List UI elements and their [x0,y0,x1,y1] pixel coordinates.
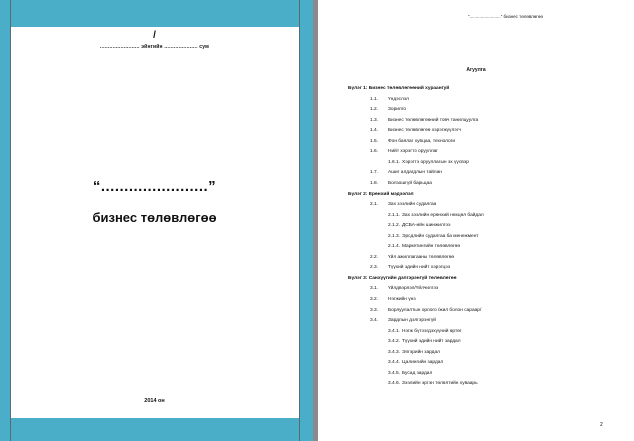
toc-entry-label: Нэгж бүтээгдэхүүний өртөг [402,328,462,334]
toc-entry-number: 3.4.5. [388,370,401,376]
toc-entry-label: Нэгжийн үнэ [388,297,416,302]
toc-entry[interactable] [370,128,461,134]
toc-entry-label: Түүхий эдийн нийт зардал [402,339,461,345]
toc-entry-number: 2.3. [370,265,379,271]
toc-entry-label: Зах зээлийн судалгаа [388,202,437,208]
toc-entry-label: Нийт хэрэгтэ орууллаг [388,149,439,155]
toc-entry-label: Ашиг алдагдлын тайлан [388,170,442,176]
toc-entry[interactable] [370,139,455,145]
toc-entry-number: 1.7. [370,170,379,176]
toc-entry-label: Зорилго [388,107,407,113]
toc-entry-number: 2.1.2. [388,223,401,229]
toc-entry[interactable] [370,308,481,314]
toc-entry-number: 3.1. [370,286,379,292]
cover-page [0,0,313,441]
toc-entry-number: 2.2. [370,254,379,260]
toc-entry[interactable] [388,223,450,229]
toc-entry[interactable] [370,286,438,292]
toc-entry[interactable] [370,265,450,271]
toc-entry-number: 2.1. [370,202,379,208]
toc-entry-number: 3.2. [370,297,379,302]
toc-entry[interactable] [388,360,443,366]
toc-entry-label: Түүхий эдийн нийт хэрэгцээ [388,265,451,271]
toc-chapter[interactable] [348,276,457,282]
toc-entry-label: ДСБА-ийн шинжилгээ [402,223,451,229]
toc-entry-label: Фон баялаг хувцаа, технологи [388,138,456,144]
toc-entry-label: Бүлэг 2: Ерөнхий мэдээлэл [348,191,414,197]
toc-entry-number: 2.1.3. [388,233,401,239]
toc-entry[interactable] [388,329,462,335]
toc-chapter[interactable] [348,86,449,92]
cover-right-rule [299,0,300,441]
toc-entry[interactable] [388,244,460,250]
toc-entry-label: Хэрэгтэ орууллагын эх үүсвэр [402,159,469,165]
toc-entry-number: 3.4.1. [388,328,401,334]
toc-entry-label: Бүлэг 3: Санхүүгийн дэлгэрэнгүй төлөвлөгөө [348,275,457,281]
toc-chapter[interactable] [348,192,414,198]
toc-entry-number: 1.8. [370,180,379,186]
toc-entry-label: Үйлдвэрлэл/Үйлчилгээ [388,286,439,292]
cover-title: бизнес төлөвлөгөө [92,210,217,225]
toc-entry[interactable] [388,213,484,219]
toc-entry-number: 3.4.3. [388,349,401,355]
cover-year: 2014 он [144,398,165,404]
cover-org-line: ......................... эйнгийн ..................... сум [99,44,210,50]
toc-entry-number: 2.1.1. [388,212,401,218]
toc-entry-label: Үйл ажиллагааны төлөвлөгөө [388,254,455,260]
toc-entry[interactable] [370,118,478,124]
toc-entry-number: 3.3. [370,307,379,313]
toc-entry-label: Зах зээлийн ерөнхий нөхцөл байдал [402,212,484,218]
toc-entry-label: Эпгэрийн зардал [402,349,440,355]
toc-entry-label: Бусад зардал [402,370,433,376]
toc-entry-number: 1.2. [370,107,379,113]
toc-entry-number: 1.5. [370,138,379,144]
toc-entry-label: Үндэслэл [388,96,409,102]
cover-top-band [0,0,313,27]
toc-entry-number: 1.4. [370,128,379,134]
page-header: “.........................” бизнес төлөвлөгөө [468,14,543,19]
cover-company-placeholder: “.......................” [92,178,217,195]
toc-entry[interactable] [388,160,469,166]
page-number: 2 [600,422,603,428]
toc-entry-number: 3.4.4. [388,360,401,366]
toc-entry-label: Бизнес төлөвлөгөө хэрэгжүүлэгч [388,128,461,134]
toc-entry[interactable] [370,297,416,303]
toc-entry[interactable] [370,107,406,113]
toc-entry[interactable] [370,149,438,155]
toc-entry[interactable] [370,255,454,261]
toc-entry[interactable] [388,234,479,240]
cover-slash: / [153,30,156,41]
toc-entry-number: 1.3. [370,117,379,123]
toc-entry[interactable] [388,381,478,387]
toc-entry-number: 1.6.1. [388,159,401,165]
toc-heading: Агуулга [466,67,486,73]
toc-entry-label: Маркетингийн төлөвлөгөө [402,244,460,250]
toc-entry-label: Зардлын дэлгэрэнгүй [388,318,436,324]
toc-entry-number: 3.4. [370,318,379,324]
toc-entry-label: Эрсдлийн судалгаа ба менежмент [402,233,479,239]
toc-entry-label: Борлуулалтын орлого /жил болон сараар/ [388,307,482,313]
toc-entry[interactable] [388,350,440,356]
toc-entry[interactable] [370,318,436,324]
cover-bottom-band [0,418,313,441]
toc-entry[interactable] [388,371,432,377]
toc-entry[interactable] [370,97,409,103]
toc-entry-number: 3.4.6. [388,381,401,387]
toc-entry[interactable] [370,202,436,208]
toc-entry[interactable] [370,170,442,176]
toc-entry-label: Зээлийн эргэн төлөлтийн хуваарь [402,381,478,387]
toc-entry-number: 1.1. [370,96,379,102]
toc-entry-label: Бүлэг 1: Бизнес төлөвлөгөөний хураангуй [348,86,450,91]
cover-right-band [299,27,313,418]
toc-entry-number: 1.6. [370,149,379,155]
toc-entry-number: 3.4.2. [388,339,401,345]
cover-left-band [0,27,10,418]
toc-entry-label: Болзошгүй барьцаа [388,180,432,186]
toc-entry-label: Бизнес төлөвлөгөөний товч танилцуулга [388,117,479,123]
toc-page [318,0,634,441]
toc-entry-number: 2.1.4. [388,244,401,250]
toc-entry[interactable] [370,181,432,187]
toc-entry[interactable] [388,339,461,345]
toc-entry-label: Цалингийн зардал [402,360,444,366]
